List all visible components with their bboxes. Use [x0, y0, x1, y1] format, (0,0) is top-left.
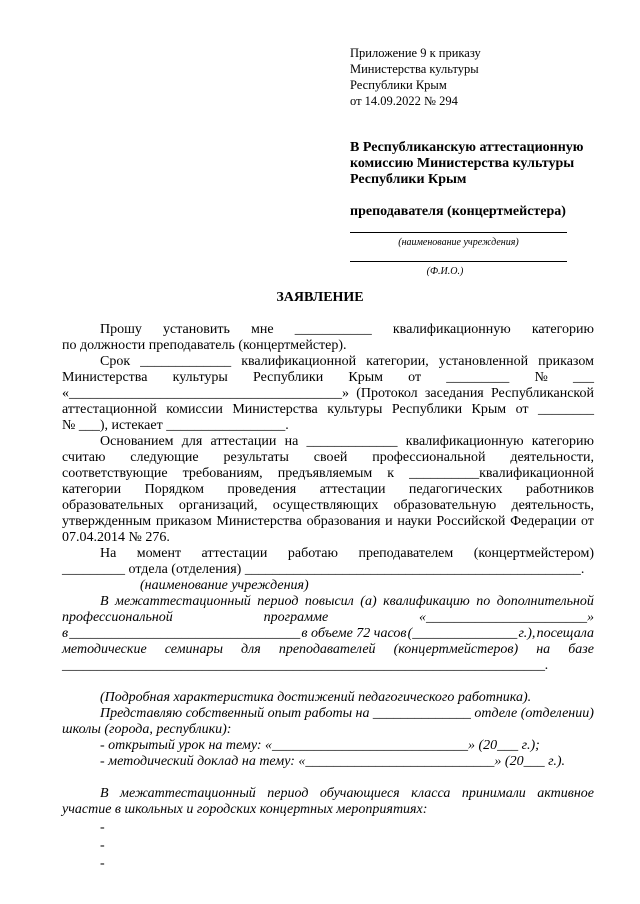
para3-line7: 07.04.2014 № 276. [62, 530, 170, 545]
word: программе [263, 610, 329, 625]
blank-field: _____________ [140, 354, 232, 369]
applicant-position: преподавателя (концертмейстера) [350, 204, 566, 219]
word: установленной [438, 354, 529, 369]
word: от [515, 402, 529, 417]
word: (а) [360, 594, 377, 609]
word: № [534, 370, 548, 385]
word: считаю [62, 450, 106, 465]
word: категорию [531, 434, 594, 449]
word: установить [163, 322, 230, 337]
word: Республиканской [490, 386, 594, 401]
word: Крым [348, 370, 383, 385]
word: приказом [155, 514, 212, 529]
para3-line1 [100, 434, 594, 450]
blank-field: «_______________________» [419, 610, 594, 625]
word: к [387, 466, 395, 481]
word: на [355, 706, 370, 721]
word: отделе [474, 706, 518, 721]
word: В [100, 594, 109, 609]
word: г.), [518, 626, 536, 641]
word: категории [62, 482, 122, 497]
blank-field: (_______________ [407, 626, 518, 641]
word: приказом [538, 354, 594, 369]
word: момент [136, 546, 182, 561]
para3-line2 [62, 450, 594, 466]
para5-line1 [100, 594, 594, 610]
blank-field: ______________ [372, 706, 471, 721]
word: Основанием [100, 434, 174, 449]
word: активное [537, 786, 594, 801]
word: Министерства [216, 514, 302, 529]
blank-field: ________ [538, 402, 594, 417]
blank-field: __________квалификационной [409, 466, 594, 481]
word: повысил [304, 594, 354, 609]
para3-line5 [62, 498, 594, 514]
word: дополнительной [496, 594, 594, 609]
blank-field: ___________ [294, 322, 372, 337]
para5-line2 [62, 610, 594, 626]
para2-line5: № ___), истекает _________________. [62, 418, 289, 433]
word: квалификационную [392, 322, 511, 337]
fio-line [350, 261, 567, 262]
word: работы [304, 706, 353, 721]
para5-line3 [62, 626, 594, 642]
word: посещала [536, 626, 594, 641]
blank-field: ___ [572, 370, 594, 385]
para7-line2: участие в школьных и городских концертных мероприятиях: [62, 802, 428, 817]
para5-line5: _____________________________________________________________________. [62, 658, 549, 673]
word: в объеме 72 часов [301, 626, 407, 641]
blank-field: _________ [446, 370, 510, 385]
word: профессиональной [62, 610, 173, 625]
list-item-dash: - [100, 820, 105, 835]
para7-line1 [100, 786, 594, 802]
word: (концертмейстеров) [393, 642, 519, 657]
word: требованиям, [182, 466, 263, 481]
word: Представляю [100, 706, 183, 721]
word: утвержденным [62, 514, 152, 529]
word: категорию [531, 322, 594, 337]
word: предъявляемым [277, 466, 373, 481]
word: В [100, 786, 109, 801]
word: семинары [164, 642, 223, 657]
word: мне [251, 322, 274, 337]
word: науки [397, 514, 432, 529]
method-report-line: - методический доклад на тему: «___________________________» (20___ г.). [100, 754, 566, 769]
word: педагогических [408, 482, 503, 497]
word: аттестации [210, 434, 277, 449]
word: культуры [327, 402, 383, 417]
word: На [100, 546, 117, 561]
word: период [257, 594, 299, 609]
word: от [580, 514, 594, 529]
word: опыт [267, 706, 302, 721]
list-item-dash: - [100, 838, 105, 853]
appendix-line-3: Республики Крым [350, 78, 447, 92]
word: следующие [130, 450, 199, 465]
word: квалификацию [383, 594, 470, 609]
word: Министерства [232, 402, 318, 417]
blank-field: «_______________________________________» [62, 386, 349, 401]
word: в [62, 626, 69, 641]
appendix-line-1: Приложение 9 к приказу [350, 46, 481, 60]
word: квалификационной [241, 354, 357, 369]
word: работников [525, 482, 594, 497]
para6-line2 [100, 706, 594, 722]
institution-line [350, 232, 567, 233]
para3-line4 [62, 482, 594, 498]
word: (концертмейстером) [473, 546, 594, 561]
word: результаты [223, 450, 289, 465]
word: методические [62, 642, 147, 657]
word: деятельности, [510, 450, 594, 465]
para5-line4 [62, 642, 594, 658]
word: образовательную [393, 498, 497, 513]
para1-line2: по должности преподаватель (концертмейстер). [62, 338, 347, 353]
word: квалификационную [405, 434, 524, 449]
para6-line3: школы (города, республики): [62, 722, 232, 737]
word: аттестационной [62, 402, 157, 417]
word: образовательных [62, 498, 164, 513]
word: Российской [436, 514, 506, 529]
word: преподавателей [278, 642, 376, 657]
blank-field: _________________________________ [69, 626, 301, 641]
para3-line3 [62, 466, 594, 482]
word: период [267, 786, 309, 801]
word: (отделении) [520, 706, 594, 721]
word: осуществляющих [272, 498, 379, 513]
blank-field: _____________ [306, 434, 398, 449]
para2-line3 [62, 386, 594, 402]
word: аттестации [201, 546, 268, 561]
institution-caption: (наименование учреждения) [398, 237, 519, 248]
para3-line6 [62, 514, 594, 530]
word: работаю [287, 546, 338, 561]
para4-caption: (наименование учреждения) [140, 578, 309, 593]
open-lesson-line: - открытый урок на тему: «____________________________» (20___ г.); [100, 738, 540, 753]
para4-line1 [100, 546, 594, 562]
word: Прошу [100, 322, 142, 337]
word: Срок [100, 354, 131, 369]
word: на [284, 434, 299, 449]
appendix-line-2: Министерства культуры [350, 62, 479, 76]
word: категории, [366, 354, 429, 369]
para1-line1 [100, 322, 594, 338]
word: своей [313, 450, 348, 465]
word: по [476, 594, 491, 609]
word: организаций, [178, 498, 258, 513]
para6-line1: (Подробная характеристика достижений педагогического работника). [100, 690, 532, 705]
word: аттестации [319, 482, 386, 497]
word: для [241, 642, 261, 657]
word: комиссии [166, 402, 223, 417]
word: проведения [227, 482, 297, 497]
word: для [181, 434, 203, 449]
word: принимали [461, 786, 526, 801]
document-title: ЗАЯВЛЕНИЕ [276, 290, 364, 305]
appendix-line-4: от 14.09.2022 № 294 [350, 94, 458, 108]
word: заседания [424, 386, 484, 401]
word: Порядком [144, 482, 204, 497]
word: межаттестационный [115, 594, 251, 609]
para4-line2: _________ отдела (отделения) ________________________________________________. [62, 562, 585, 577]
word: Республики [391, 402, 463, 417]
word: Крым [471, 402, 507, 417]
addressee-line-2: комиссию Министерства культуры [350, 156, 575, 171]
word: Республики [252, 370, 324, 385]
word: межаттестационный [120, 786, 256, 801]
word: (Протокол [356, 386, 418, 401]
word: преподавателем [358, 546, 454, 561]
para2-line2 [62, 370, 594, 386]
word: профессиональной [372, 450, 486, 465]
word: собственный [185, 706, 265, 721]
addressee-line-1: В Республиканскую аттестационную [350, 140, 584, 155]
word: Министерства [62, 370, 148, 385]
word: обучающиеся [319, 786, 400, 801]
word: соответствующие [62, 466, 168, 481]
para2-line1 [100, 354, 594, 370]
list-item-dash: - [100, 856, 105, 871]
word: Федерации [510, 514, 577, 529]
para2-line4 [62, 402, 594, 418]
word: базе [568, 642, 594, 657]
word: и [385, 514, 393, 529]
word: культуры [172, 370, 228, 385]
word: деятельность, [511, 498, 594, 513]
word: образования [306, 514, 381, 529]
fio-caption: (Ф.И.О.) [426, 266, 464, 277]
word: на [536, 642, 551, 657]
word: класса [411, 786, 451, 801]
word: от [408, 370, 422, 385]
addressee-line-3: Республики Крым [350, 172, 467, 187]
